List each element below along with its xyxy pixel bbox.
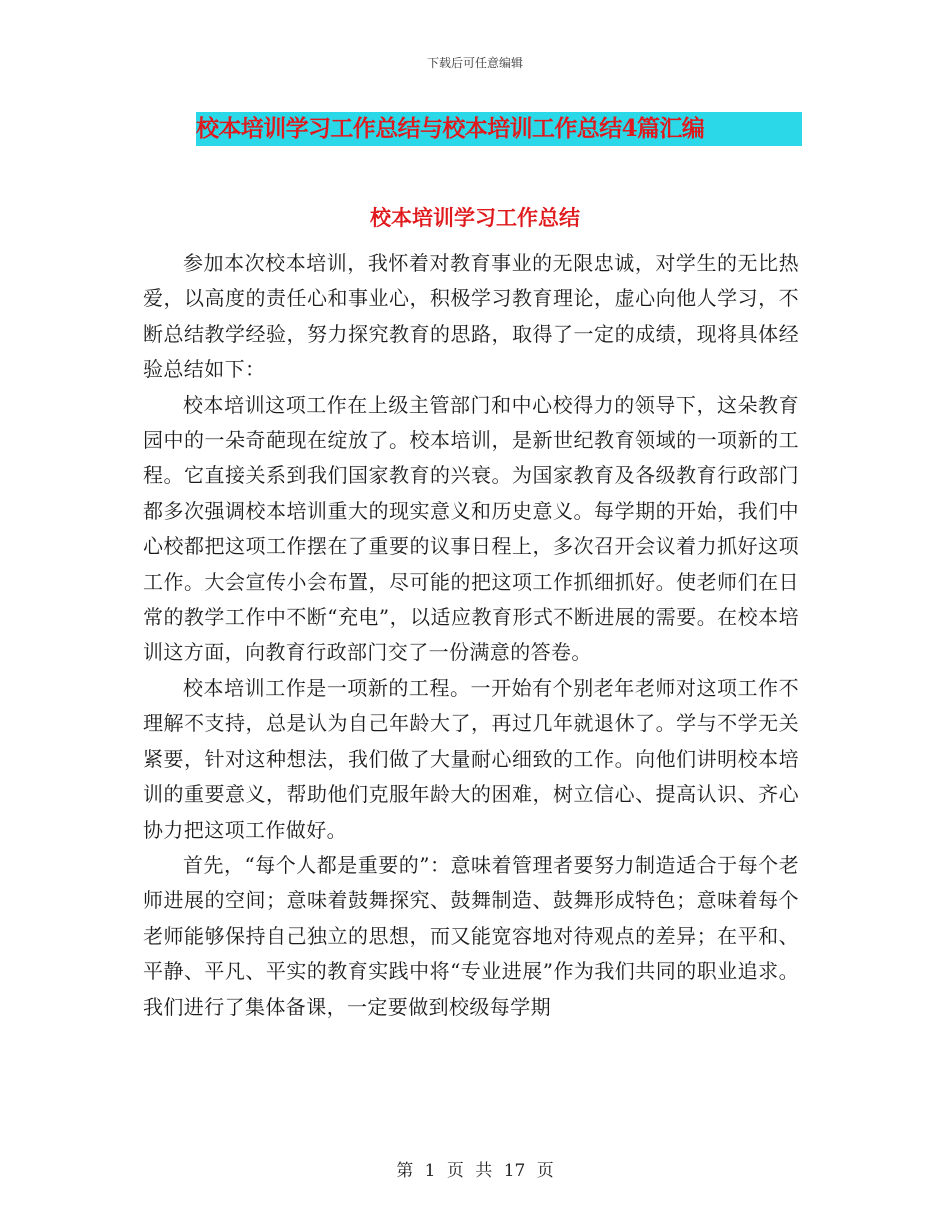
body-text (143, 246, 799, 1025)
paragraph: 校本培训工作是一项新的工程。一开始有个别老年老师对这项工作不理解不支持，总是认为自己年龄大了，再过几年就退休了。学与不学无关紧要，针对这种想法，我们做了大量耐心细致的工作。向他们讲明校本培训的重要意义，帮助他们克服年龄大的困难，树立信心、提高认识、齐心协力把这项工作做好。 (143, 675, 799, 842)
section-title: 校本培训学习工作总结 (370, 205, 580, 230)
paragraph: 参加本次校本培训，我怀着对教育事业的无限忠诚，对学生的无比热爱，以高度的责任心和事业心，积极学习教育理论，虚心向他人学习，不断总结教学经验，努力探究教育的思路，取得了一定的成绩，现将具体经验总结如下： (143, 251, 799, 382)
page-header-note: 下载后可任意编辑 (426, 56, 523, 70)
paragraph: 校本培训这项工作在上级主管部门和中心校得力的领导下，这朵教育园中的一朵奇葩现在绽放了。校本培训，是新世纪教育领域的一项新的工程。它直接关系到我们国家教育的兴衰。为国家教育及各级教育行政部门都多次强调校本培训重大的现实意义和历史意义。每学期的开始，我们中心校都把这项工作摆在了重要的议事日程上，多次召开会议着力抓好这项工作。大会宣传小会布置，尽可能的把这项工作抓细抓好。使老师们在日常的教学工作中不断“充电”，以适应教育形式不断进展的需要。在校本培训这方面，向教育行政部门交了一份满意的答卷。 (143, 392, 799, 665)
document-title: 校本培训学习工作总结与校本培训工作总结4篇汇编 (196, 115, 705, 142)
paragraph: 首先，“每个人都是重要的”：意味着管理者要努力制造适合于每个老师进展的空间；意味着鼓舞探究、鼓舞制造、鼓舞形成特色；意味着每个老师能够保持自己独立的思想，而又能宽容地对待观点的差异；在平和、平静、平凡、平实的教育实践中将“专业进展”作为我们共同的职业追求。我们进行了集体备课，一定要做到校级每学期 (143, 852, 799, 1019)
page-number-footer: 第 1 页 共 17 页 (396, 1161, 554, 1181)
